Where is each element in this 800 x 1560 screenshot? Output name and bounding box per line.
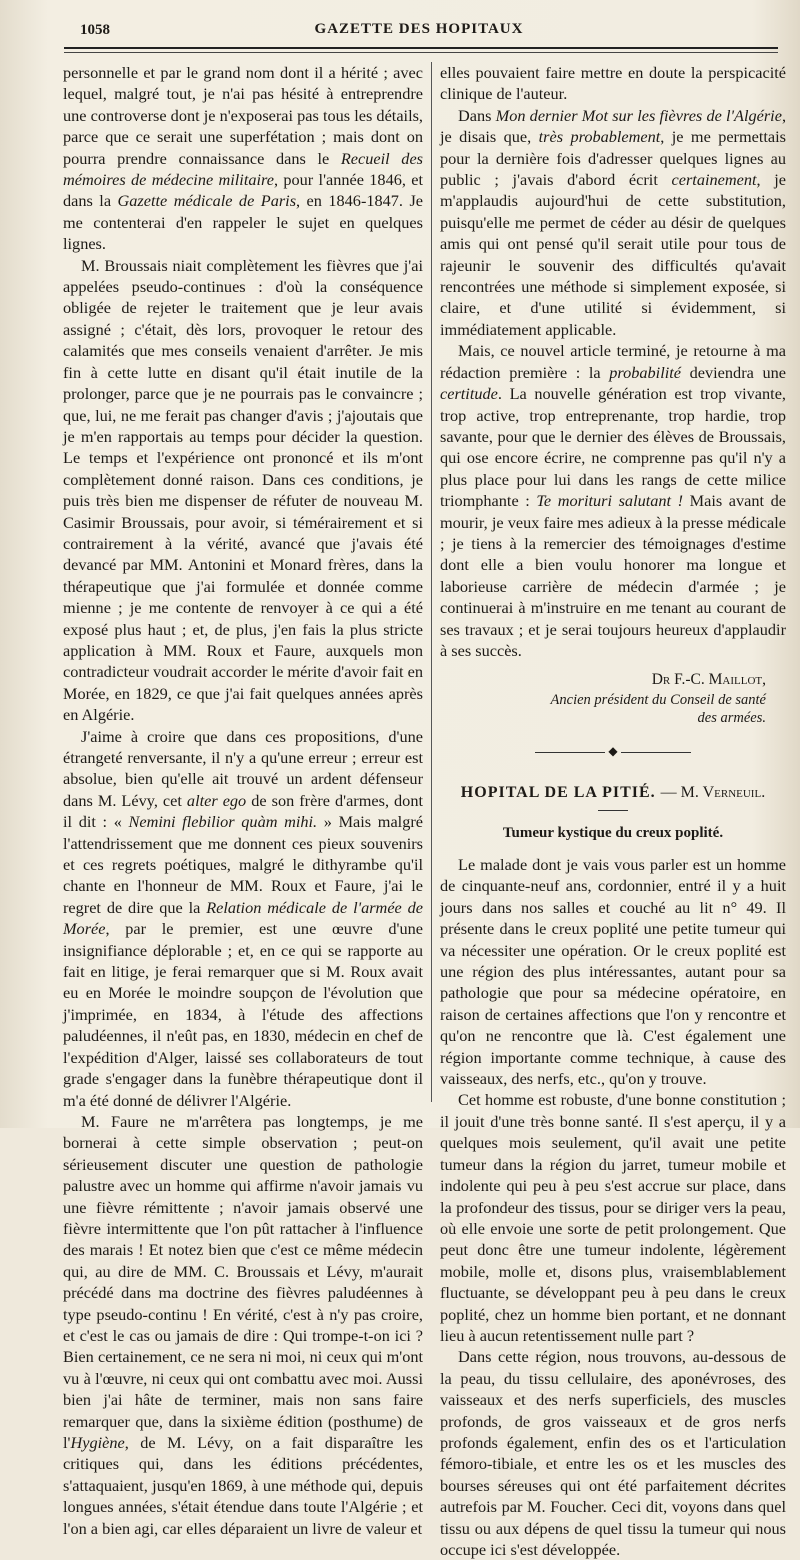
journal-title: GAZETTE DES HOPITAUX — [314, 21, 524, 37]
header-rule-thin — [64, 52, 778, 53]
signature-role-2: des armées. — [697, 709, 766, 726]
article-title: Tumeur kystique du creux poplité. — [502, 824, 724, 841]
ornament-divider: ◆ — [440, 741, 786, 762]
page-header — [60, 16, 778, 46]
left-column — [63, 62, 423, 1539]
paragraph: elles pouvaient faire mettre en doute la perspicacité clinique de l'auteur. — [440, 63, 786, 104]
page-number: 1058 — [80, 22, 110, 38]
signature-role: Ancien président du Conseil de santé — [550, 691, 766, 708]
paragraph: Dans Mon dernier Mot sur les fièvres de l'Algérie, je disais que, très probablement, je me permettais pour la dernière fois d'adresser quelques lignes au public ; j'avais d'abord écrit certainement, je m'applaudis aujourd'hui de cette substitution, puisqu'elle me permet de céder au désir de quelques amis qui ont pensé qu'il serait utile pour tous de rajeunir le souvenir des difficultés qu'avait rencontrées une méthode si simplement exposée, si claire, et d'une utilité si évidemment, si immédiatement applicable. — [440, 105, 787, 339]
paragraph: Dans cette région, nous trouvons, au-dessous de la peau, du tissu cellulaire, des aponévroses, des vaisseaux et des nerfs superficiels, des muscles profonds, de gros vaisseaux et de gros nerfs profonds également, enfin des os et l'articulation fémoro-tibiale, et entre les os et les muscles des bourses séreuses qui ont été parfaitement décrites autrefois par M. Foucher. Ceci dit, voyons dans quel tissu ou aux dépens de quel tissu la tumeur qui nous occupe ici s'est développée. — [440, 1347, 786, 1559]
paragraph: Mais, ce nouvel article terminé, je retourne à ma rédaction première : la probabilité deviendra une certitude. La nouvelle génération est trop vivante, trop active, trop entreprenante, trop hardie, trop savante, pour que le dernier des élèves de Broussais, qui ose encore écrire, ne comprenne pas qu'il n'y a plus place pour lui dans les rangs de cette milice triomphante : Te morituri salutant ! Mais avant de mourir, je veux faire mes adieux à la presse médicale ; je tiens à la remercier des témoignages d'estime dont elle a bien voulu honorer ma longue et laborieuse carrière de médecin d'armée ; je continuerai à m'instruire en me tenant au courant de ses travaux ; et je serai toujours heureux d'applaudir à ses succès. — [440, 341, 786, 660]
paragraph: Cet homme est robuste, d'une bonne constitution ; il jouit d'une très bonne santé. Il s'est aperçu, il y a quelques mois seulement, qu'il avait une petite tumeur dans la région du jarret, tumeur mobile et indolente qui peu à peu s'est accrue sur place, dans la profondeur des tissus, pour se diriger vers la peau, où elle envoie une sorte de petit prolongement. Que peut donc être une tumeur indolente, légèrement mobile, molle et, disons plus, vraisemblablement fluctuante, se développant peu à peu dans le creux poplité, chez un homme bien portant, et ne donnant lieu à aucun retentissement nulle part ? — [440, 1090, 786, 1345]
paragraph: J'aime à croire que dans ces propositions, d'une étrangeté renversante, il n'y a qu'une erreur ; erreur est absolue, bien qu'elle ait trouvé un ardent défenseur dans M. Lévy, cet alter ego de son frère d'armes, dont il dit : « Nemini flebilior quàm mihi. » Mais malgré l'attendrissement que me donnent ces pieux souvenirs et ces regrets poétiques, malgré le dithyrambe qu'il chante en l'honneur de MM. Roux et Faure, j'ai le regret de dire que la Relation médicale de l'armée de Morée, par le premier, est une œuvre d'une insignifiance déplorable ; et, en ce qui se rapporte au fait en litige, je ferai remarquer que si M. Roux avait eu en Morée le moindre soupçon de l'évolution que j'imprimée, en 1834, à l'étude des affections paludéennes, il n'eût pas, en 1830, médecin en chef de l'expédition d'Alger, laissé ses collaborateurs de tout grade s'engager dans la funèbre thérapeutique dont il m'a été donné de délivrer l'Algérie. — [63, 726, 423, 1110]
header-rule-thick — [64, 47, 778, 49]
paragraph: personnelle et par le grand nom dont il a hérité ; avec lequel, malgré tout, je n'ai pas hésité à entreprendre une controverse dont je n'exposerai pas tous les détails, parce que ce serait une superfétation ; mais dont on pourra prendre connaissance dans le Recueil des mémoires de médecine militaire, pour l'année 1846, et dans la Gazette médicale de Paris, en 1846-1847. Je me contenterai d'en rappeler le sujet en quelques lignes. — [63, 63, 424, 254]
short-rule — [598, 810, 628, 811]
right-column — [440, 62, 786, 1560]
paragraph: Le malade dont je vais vous parler est un homme de cinquante-neuf ans, cordonnier, entré il y a huit jours dans nos salles et couché au lit n° 49. Il présente dans le creux poplité une petite tumeur qui va nécessiter une opération. Or le creux poplité est une région des plus intéressantes, autant pour sa pathologie que pour sa médecine opératoire, en raison de certaines affections que l'on y rencontre et qu'on ne rencontre que là. C'est également une région importante comme technique, à cause des vaisseaux, des nerfs, etc., qu'on y trouve. — [440, 855, 786, 1089]
section-heading: HOPITAL DE LA PITIÉ. — M. Verneuil. — [460, 784, 766, 802]
signature: Dr F.-C. Maillot, — [651, 671, 766, 689]
column-separator — [431, 62, 432, 1102]
paragraph: M. Broussais niait complètement les fièvres que j'ai appelées pseudo-continues : d'où la conséquence obligée de rejeter le traitement que je leur avais assigné ; c'était, dès lors, provoquer le retour des calamités que mes conseils venaient d'arrêter. Je mis fin à cette lutte en disant qu'il était inutile de la prolonger, parce que je ne pourrais pas le convaincre ; que, lui, ne me ferait pas changer d'avis ; j'ajoutais que je m'en rapportais au temps pour décider la question. Le temps et l'expérience ont prononcé et ils m'ont complètement donné raison. Dans ces conditions, je puis très bien me dispenser de réfuter de nouveau M. Casimir Broussais, pour avoir, si témérairement et si contrairement à la vérité, avancé que j'avais été devancé par MM. Antonini et Monard frères, dans la thérapeutique que j'ai formulée et donnée comme mienne ; je me contente de renvoyer à ce qui a été exposé plus haut ; et, de plus, j'en fais la plus stricte application à MM. Roux et Faure, auxquels mon contradicteur voudrait accorder le mérite d'avoir fait en Morée, en 1829, ce que j'ai fait quelques années après en Algérie. — [63, 255, 423, 725]
paragraph: M. Faure ne m'arrêtera pas longtemps, je me bornerai à cette simple observation ; peut-on sérieusement discuter une question de pathologie palustre avec un homme qui affirme n'avoir jamais vu une fièvre rémittente ; n'avoir jamais observé une fièvre intermittente que l'on pût rattacher à l'influence des marais ! Et notez bien que c'est ce même médecin qui, au dire de MM. C. Broussais et Lévy, m'aurait précédé dans ma doctrine des fièvres paludéennes à type pseudo-continu ! En vérité, c'est à n'y pas croire, et c'est le cas ou jamais de dire : Qui trompe-t-on ici ? Bien certainement, ce ne sera ni moi, ni ceux qui m'ont vu à l'œuvre, ni ceux qui ont combattu avec moi. Aussi bien j'ai hâte de terminer, mais non sans faire remarquer que, dans la sixième édition (posthume) de l'Hygiène, de M. Lévy, on a fait disparaître les critiques qui, dans les éditions précédentes, s'attaquaient, jusqu'en 1869, à une méthode qui, depuis longues années, s'était étendue dans toute l'Algérie ; et l'on a bien agi, car elles déparaient un livre de valeur et — [63, 1111, 423, 1538]
